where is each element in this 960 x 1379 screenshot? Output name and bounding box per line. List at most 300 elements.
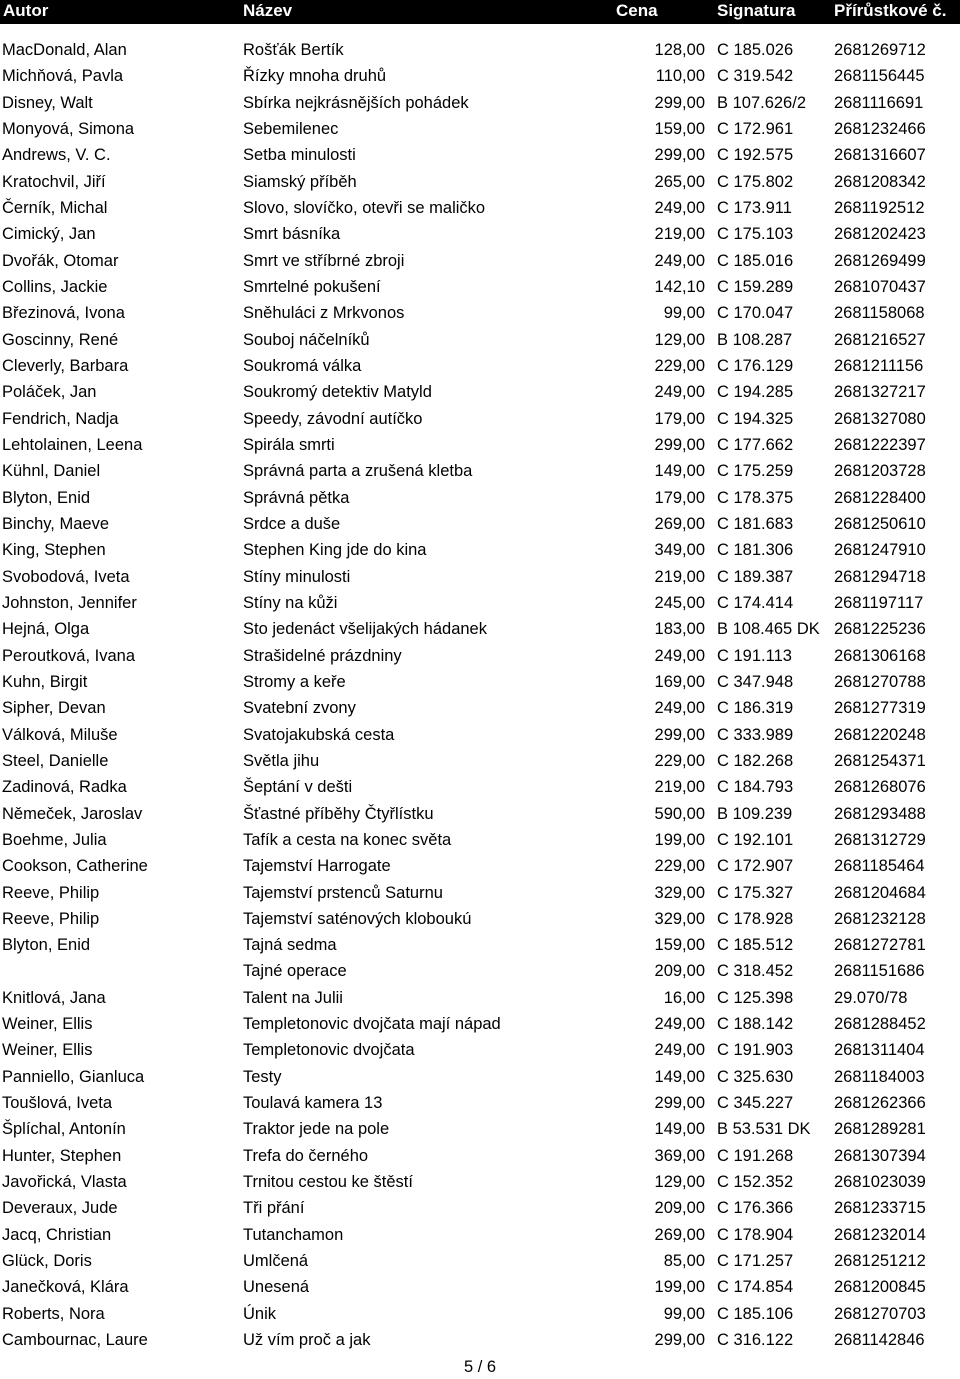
table-body: [0, 37, 960, 1353]
table-row: [0, 63, 960, 89]
cell-cena: 219,00: [654, 567, 705, 586]
cell-nazev: Správná pětka: [243, 488, 350, 507]
cell-signatura: C 178.375: [717, 488, 794, 507]
cell-autor: Reeve, Philip: [2, 909, 100, 928]
cell-cena: 349,00: [654, 541, 705, 560]
cell-prirustkove: 2681289281: [834, 1120, 926, 1139]
cell-prirustkove: 2681192512: [834, 198, 925, 217]
table-row: [0, 537, 960, 563]
cell-cena: 110,00: [655, 67, 705, 86]
cell-prirustkove: 2681156445: [834, 67, 925, 86]
table-row: [0, 801, 960, 827]
cell-nazev: Šeptání v dešti: [243, 778, 353, 797]
cell-cena: 299,00: [654, 146, 705, 165]
cell-autor: Hunter, Stephen: [2, 1146, 122, 1165]
cell-cena: 590,00: [654, 804, 705, 823]
cell-cena: 265,00: [654, 172, 705, 191]
cell-signatura: C 185.016: [717, 251, 794, 270]
cell-prirustkove: 2681222397: [834, 435, 926, 454]
cell-cena: 149,00: [654, 462, 705, 481]
table-row: [0, 853, 960, 879]
cell-cena: 245,00: [654, 593, 705, 612]
cell-prirustkove: 2681220248: [834, 725, 926, 744]
cell-signatura: B 53.531 DK: [717, 1120, 811, 1139]
cell-autor: Sipher, Devan: [2, 699, 106, 718]
cell-nazev: Světla jihu: [243, 751, 320, 770]
cell-nazev: Tutanchamon: [243, 1225, 344, 1244]
cell-cena: 249,00: [654, 251, 705, 270]
table-row: [0, 827, 960, 853]
cell-autor: Hejná, Olga: [2, 620, 90, 639]
cell-signatura: C 185.026: [717, 41, 794, 59]
table-row: [0, 300, 960, 326]
cell-cena: 329,00: [654, 909, 705, 928]
cell-signatura: C 191.903: [717, 1041, 794, 1060]
cell-cena: 229,00: [654, 751, 705, 770]
cell-prirustkove: 2681277319: [834, 699, 926, 718]
cell-prirustkove: 2681247910: [834, 541, 926, 560]
cell-autor: Collins, Jackie: [2, 277, 108, 296]
cell-signatura: C 325.630: [717, 1067, 794, 1086]
cell-cena: 99,00: [663, 1304, 705, 1323]
cell-signatura: C 174.854: [717, 1278, 794, 1297]
column-header-cena: Cena: [616, 1, 658, 20]
table-row: [0, 169, 960, 195]
table-row: [0, 221, 960, 247]
cell-nazev: Stíny na kůži: [243, 593, 338, 612]
cell-nazev: Strašidelné prázdniny: [243, 646, 402, 665]
cell-cena: 249,00: [654, 198, 705, 217]
cell-nazev: Stromy a keře: [243, 672, 346, 691]
cell-prirustkove: 2681023039: [834, 1173, 926, 1192]
cell-signatura: C 176.366: [717, 1199, 794, 1218]
cell-cena: 142,10: [654, 277, 705, 296]
table-row: [0, 274, 960, 300]
cell-autor: Fendrich, Nadja: [2, 409, 119, 428]
cell-signatura: C 177.662: [717, 435, 794, 454]
cell-nazev: Sněhuláci z Mrkvonos: [243, 304, 405, 323]
cell-nazev: Smrt básníka: [243, 225, 341, 244]
cell-signatura: B 107.626/2: [717, 93, 806, 112]
cell-autor: Cimický, Jan: [2, 225, 96, 244]
table-row: [0, 932, 960, 958]
cell-prirustkove: 2681250610: [834, 514, 926, 533]
cell-prirustkove: 2681270788: [834, 672, 926, 691]
cell-autor: Válková, Miluše: [2, 725, 118, 744]
cell-signatura: C 173.911: [717, 198, 792, 217]
cell-prirustkove: 2681293488: [834, 804, 926, 823]
cell-signatura: C 191.268: [717, 1146, 794, 1165]
cell-autor: Jacq, Christian: [2, 1225, 112, 1244]
table-row: [0, 590, 960, 616]
table-row: [0, 616, 960, 642]
cell-prirustkove: 2681208342: [834, 172, 926, 191]
cell-nazev: Únik: [243, 1304, 277, 1323]
table-row: [0, 432, 960, 458]
cell-signatura: C 125.398: [717, 988, 794, 1007]
cell-cena: 159,00: [654, 119, 705, 138]
column-header-signatura: Signatura: [717, 1, 796, 20]
cell-prirustkove: 2681216527: [834, 330, 926, 349]
cell-signatura: C 189.387: [717, 567, 794, 586]
cell-cena: 229,00: [654, 857, 705, 876]
cell-signatura: C 181.306: [717, 541, 794, 560]
cell-prirustkove: 2681327217: [834, 383, 926, 402]
table-row: [0, 906, 960, 932]
cell-autor: Panniello, Gianluca: [2, 1067, 145, 1086]
table-row: [0, 669, 960, 695]
cell-nazev: Stephen King jde do kina: [243, 541, 427, 560]
cell-prirustkove: 2681070437: [834, 277, 926, 296]
cell-prirustkove: 2681203728: [834, 462, 926, 481]
cell-cena: 249,00: [654, 1015, 705, 1034]
cell-signatura: B 108.287: [717, 330, 793, 349]
cell-signatura: C 188.142: [717, 1015, 794, 1034]
cell-cena: 369,00: [654, 1146, 705, 1165]
cell-autor: Michňová, Pavla: [2, 67, 124, 86]
cell-signatura: C 318.452: [717, 962, 794, 981]
cell-autor: Svobodová, Iveta: [2, 567, 130, 586]
table-row: [0, 1274, 960, 1300]
cell-prirustkove: 2681270703: [834, 1304, 926, 1323]
cell-autor: Poláček, Jan: [2, 383, 97, 402]
cell-prirustkove: 2681269499: [834, 251, 926, 270]
cell-signatura: C 191.113: [717, 646, 792, 665]
cell-autor: Zadinová, Radka: [2, 778, 127, 797]
cell-cena: 329,00: [654, 883, 705, 902]
cell-cena: 249,00: [654, 383, 705, 402]
cell-nazev: Stíny minulosti: [243, 567, 351, 586]
cell-nazev: Tajemství prstenců Saturnu: [243, 883, 443, 902]
table-row: [0, 1037, 960, 1063]
cell-signatura: C 186.319: [717, 699, 794, 718]
cell-cena: 269,00: [654, 1225, 705, 1244]
cell-autor: Blyton, Enid: [2, 488, 91, 507]
cell-prirustkove: 2681158068: [834, 304, 925, 323]
cell-prirustkove: 2681306168: [834, 646, 926, 665]
cell-autor: Cleverly, Barbara: [2, 356, 129, 375]
cell-prirustkove: 2681294718: [834, 567, 926, 586]
cell-signatura: C 175.103: [717, 225, 794, 244]
cell-autor: Blyton, Enid: [2, 936, 91, 955]
cell-cena: 199,00: [654, 830, 705, 849]
cell-autor: Steel, Danielle: [2, 751, 109, 770]
cell-nazev: Sebemilenec: [243, 119, 339, 138]
cell-signatura: C 175.259: [717, 462, 794, 481]
table-row: [0, 958, 960, 984]
cell-signatura: C 347.948: [717, 672, 794, 691]
cell-prirustkove: 2681200845: [834, 1278, 926, 1297]
cell-cena: 299,00: [654, 725, 705, 744]
cell-autor: Andrews, V. C.: [2, 146, 111, 165]
cell-prirustkove: 2681204684: [834, 883, 926, 902]
cell-autor: Johnston, Jennifer: [2, 593, 137, 612]
page-number: 5 / 6: [463, 1358, 497, 1376]
cell-autor: Roberts, Nora: [2, 1304, 105, 1323]
cell-cena: 85,00: [663, 1252, 705, 1271]
table-row: [0, 511, 960, 537]
column-header-nazev: Název: [243, 1, 293, 20]
table-header: [0, 0, 960, 24]
cell-signatura: C 194.325: [717, 409, 794, 428]
cell-autor: Reeve, Philip: [2, 883, 100, 902]
table-row: [0, 695, 960, 721]
cell-nazev: Spirála smrti: [243, 435, 335, 454]
cell-signatura: C 181.683: [717, 514, 794, 533]
cell-autor: Cambournac, Laure: [2, 1331, 148, 1350]
cell-autor: Glück, Doris: [2, 1252, 92, 1271]
cell-nazev: Smrt ve stříbrné zbroji: [243, 251, 405, 270]
cell-autor: Kratochvil, Jiří: [2, 172, 106, 191]
table-row: [0, 195, 960, 221]
cell-signatura: C 319.542: [717, 67, 794, 86]
cell-nazev: Tajné operace: [243, 962, 347, 981]
cell-signatura: C 184.793: [717, 778, 794, 797]
cell-signatura: C 176.129: [717, 356, 794, 375]
cell-prirustkove: 2681232466: [834, 119, 926, 138]
cell-autor: Peroutková, Ivana: [2, 646, 135, 665]
table-row: [0, 116, 960, 142]
table-row: [0, 1222, 960, 1248]
cell-signatura: B 108.465 DK: [717, 620, 820, 639]
cell-autor: Cookson, Catherine: [2, 857, 148, 876]
cell-prirustkove: 2681184003: [834, 1067, 925, 1086]
column-header-prirustkove: Přírůstkové č.: [834, 1, 947, 20]
cell-prirustkove: 2681312729: [834, 830, 926, 849]
table-row: [0, 1169, 960, 1195]
cell-signatura: C 185.106: [717, 1304, 794, 1323]
cell-signatura: C 152.352: [717, 1173, 794, 1192]
cell-nazev: Srdce a duše: [243, 514, 341, 533]
cell-cena: 16,00: [663, 988, 705, 1007]
cell-nazev: Unesená: [243, 1278, 310, 1297]
cell-prirustkove: 2681251212: [834, 1252, 926, 1271]
cell-autor: Kühnl, Daniel: [2, 462, 101, 481]
cell-prirustkove: 2681268076: [834, 778, 926, 797]
cell-cena: 299,00: [654, 93, 705, 112]
cell-nazev: Svatojakubská cesta: [243, 725, 395, 744]
table-row: [0, 880, 960, 906]
cell-autor: Deveraux, Jude: [2, 1199, 118, 1218]
cell-signatura: C 178.904: [717, 1225, 794, 1244]
cell-cena: 299,00: [654, 435, 705, 454]
table-row: [0, 643, 960, 669]
cell-autor: Janečková, Klára: [2, 1278, 129, 1297]
table-row: [0, 722, 960, 748]
cell-prirustkove: 2681228400: [834, 488, 926, 507]
cell-prirustkove: 2681211156: [834, 356, 924, 375]
cell-nazev: Tajná sedma: [243, 936, 337, 955]
cell-prirustkove: 2681311404: [834, 1041, 925, 1060]
table-row: [0, 1301, 960, 1327]
cell-prirustkove: 2681202423: [834, 225, 926, 244]
cell-nazev: Setba minulosti: [243, 146, 356, 165]
cell-nazev: Rošťák Bertík: [243, 41, 344, 59]
table-row: [0, 1248, 960, 1274]
cell-autor: Šplíchal, Antonín: [2, 1120, 126, 1139]
cell-cena: 149,00: [654, 1120, 705, 1139]
cell-autor: King, Stephen: [2, 541, 106, 560]
cell-cena: 179,00: [654, 488, 705, 507]
table-row: [0, 1116, 960, 1142]
cell-nazev: Slovo, slovíčko, otevři se maličko: [243, 198, 486, 217]
cell-cena: 269,00: [654, 514, 705, 533]
cell-nazev: Soukromá válka: [243, 356, 362, 375]
cell-cena: 159,00: [654, 936, 705, 955]
cell-nazev: Umlčená: [243, 1252, 309, 1271]
cell-autor: Monyová, Simona: [2, 119, 135, 138]
cell-prirustkove: 2681327080: [834, 409, 926, 428]
column-header-autor: Autor: [3, 1, 49, 20]
cell-cena: 179,00: [654, 409, 705, 428]
table-row: [0, 37, 960, 63]
cell-autor: Boehme, Julia: [2, 830, 107, 849]
cell-cena: 299,00: [654, 1094, 705, 1113]
table-row: [0, 90, 960, 116]
cell-nazev: Svatební zvony: [243, 699, 356, 718]
cell-autor: Javořická, Vlasta: [2, 1173, 127, 1192]
cell-prirustkove: 2681232128: [834, 909, 926, 928]
table-row: [0, 564, 960, 590]
cell-prirustkove: 2681272781: [834, 936, 926, 955]
cell-cena: 129,00: [654, 330, 705, 349]
cell-prirustkove: 2681151686: [834, 962, 925, 981]
cell-autor: Němeček, Jaroslav: [2, 804, 143, 823]
cell-prirustkove: 2681233715: [834, 1199, 926, 1218]
cell-signatura: C 192.575: [717, 146, 794, 165]
cell-prirustkove: 2681316607: [834, 146, 926, 165]
cell-nazev: Tafík a cesta na konec světa: [243, 830, 452, 849]
cell-nazev: Sbírka nejkrásnějších pohádek: [243, 93, 469, 112]
cell-nazev: Toulavá kamera 13: [243, 1094, 383, 1113]
cell-signatura: C 178.928: [717, 909, 794, 928]
cell-prirustkove: 29.070/78: [834, 988, 908, 1007]
table-row: [0, 327, 960, 353]
cell-nazev: Tajemství saténových kloboukú: [243, 909, 472, 928]
table-row: [0, 1143, 960, 1169]
cell-nazev: Trefa do černého: [243, 1146, 369, 1165]
cell-cena: 169,00: [654, 672, 705, 691]
cell-nazev: Řízky mnoha druhů: [243, 67, 387, 86]
cell-nazev: Trnitou cestou ke štěstí: [243, 1173, 413, 1192]
cell-autor: MacDonald, Alan: [2, 41, 127, 59]
table-row: [0, 406, 960, 432]
cell-prirustkove: 2681197117: [834, 593, 924, 612]
cell-prirustkove: 2681142846: [834, 1331, 925, 1350]
cell-cena: 249,00: [654, 1041, 705, 1060]
cell-autor: Březinová, Ivona: [2, 304, 125, 323]
cell-nazev: Siamský příběh: [243, 172, 357, 191]
cell-autor: Dvořák, Otomar: [2, 251, 119, 270]
cell-nazev: Šťastné příběhy Čtyřlístku: [243, 804, 434, 823]
cell-nazev: Speedy, závodní autíčko: [243, 409, 423, 428]
cell-signatura: C 316.122: [717, 1331, 794, 1350]
cell-autor: Weiner, Ellis: [2, 1041, 93, 1060]
cell-signatura: C 192.101: [717, 830, 794, 849]
table-row: [0, 379, 960, 405]
cell-prirustkove: 2681225236: [834, 620, 926, 639]
cell-prirustkove: 2681307394: [834, 1146, 926, 1165]
cell-autor: Kuhn, Birgit: [2, 672, 88, 691]
cell-cena: 99,00: [663, 304, 705, 323]
cell-nazev: Už vím proč a jak: [243, 1331, 371, 1350]
cell-prirustkove: 2681185464: [834, 857, 925, 876]
cell-nazev: Tajemství Harrogate: [243, 857, 391, 876]
table-row: [0, 985, 960, 1011]
cell-signatura: C 333.989: [717, 725, 794, 744]
cell-cena: 249,00: [654, 699, 705, 718]
cell-nazev: Souboj náčelníků: [243, 330, 370, 349]
cell-prirustkove: 2681254371: [834, 751, 926, 770]
cell-signatura: C 172.961: [717, 119, 794, 138]
cell-signatura: C 175.802: [717, 172, 794, 191]
table-row: [0, 458, 960, 484]
cell-autor: Disney, Walt: [2, 93, 93, 112]
cell-signatura: C 172.907: [717, 857, 794, 876]
cell-nazev: Traktor jede na pole: [243, 1120, 390, 1139]
cell-prirustkove: 2681269712: [834, 41, 926, 59]
cell-signatura: C 194.285: [717, 383, 794, 402]
cell-cena: 229,00: [654, 356, 705, 375]
cell-nazev: Soukromý detektiv Matyld: [243, 383, 432, 402]
cell-prirustkove: 2681262366: [834, 1094, 926, 1113]
cell-signatura: C 185.512: [717, 936, 794, 955]
table-row: [0, 1064, 960, 1090]
table-row: [0, 142, 960, 168]
cell-autor: Toušlová, Iveta: [2, 1094, 113, 1113]
cell-autor: Goscinny, René: [2, 330, 119, 349]
cell-nazev: Sto jedenáct všelijakých hádanek: [243, 620, 487, 639]
cell-cena: 299,00: [654, 1331, 705, 1350]
table-row: [0, 1090, 960, 1116]
cell-signatura: C 170.047: [717, 304, 794, 323]
cell-prirustkove: 2681288452: [834, 1015, 926, 1034]
cell-nazev: Templetonovic dvojčata: [243, 1041, 415, 1060]
cell-signatura: C 171.257: [717, 1252, 794, 1271]
cell-signatura: C 182.268: [717, 751, 794, 770]
cell-cena: 209,00: [654, 1199, 705, 1218]
cell-prirustkove: 2681232014: [834, 1225, 926, 1244]
cell-signatura: C 174.414: [717, 593, 794, 612]
cell-autor: Černík, Michal: [2, 198, 108, 217]
table-row: [0, 353, 960, 379]
cell-nazev: Testy: [243, 1067, 282, 1086]
cell-nazev: Smrtelné pokušení: [243, 277, 381, 296]
cell-signatura: C 175.327: [717, 883, 794, 902]
cell-signatura: C 159.289: [717, 277, 794, 296]
cell-autor: Binchy, Maeve: [2, 514, 109, 533]
table-row: [0, 1327, 960, 1353]
cell-prirustkove: 2681116691: [834, 93, 924, 112]
table-row: [0, 1195, 960, 1221]
cell-cena: 128,00: [654, 41, 705, 59]
table-row: [0, 748, 960, 774]
cell-nazev: Správná parta a zrušená kletba: [243, 462, 473, 481]
cell-autor: Lehtolainen, Leena: [2, 435, 143, 454]
cell-cena: 209,00: [654, 962, 705, 981]
cell-autor: Knitlová, Jana: [2, 988, 106, 1007]
cell-cena: 219,00: [654, 778, 705, 797]
cell-cena: 149,00: [654, 1067, 705, 1086]
cell-cena: 129,00: [654, 1173, 705, 1192]
cell-signatura: B 109.239: [717, 804, 793, 823]
table-row: [0, 485, 960, 511]
cell-nazev: Tři přání: [243, 1199, 305, 1218]
cell-cena: 249,00: [654, 646, 705, 665]
cell-autor: Weiner, Ellis: [2, 1015, 93, 1034]
table-row: [0, 774, 960, 800]
table-row: [0, 1011, 960, 1037]
